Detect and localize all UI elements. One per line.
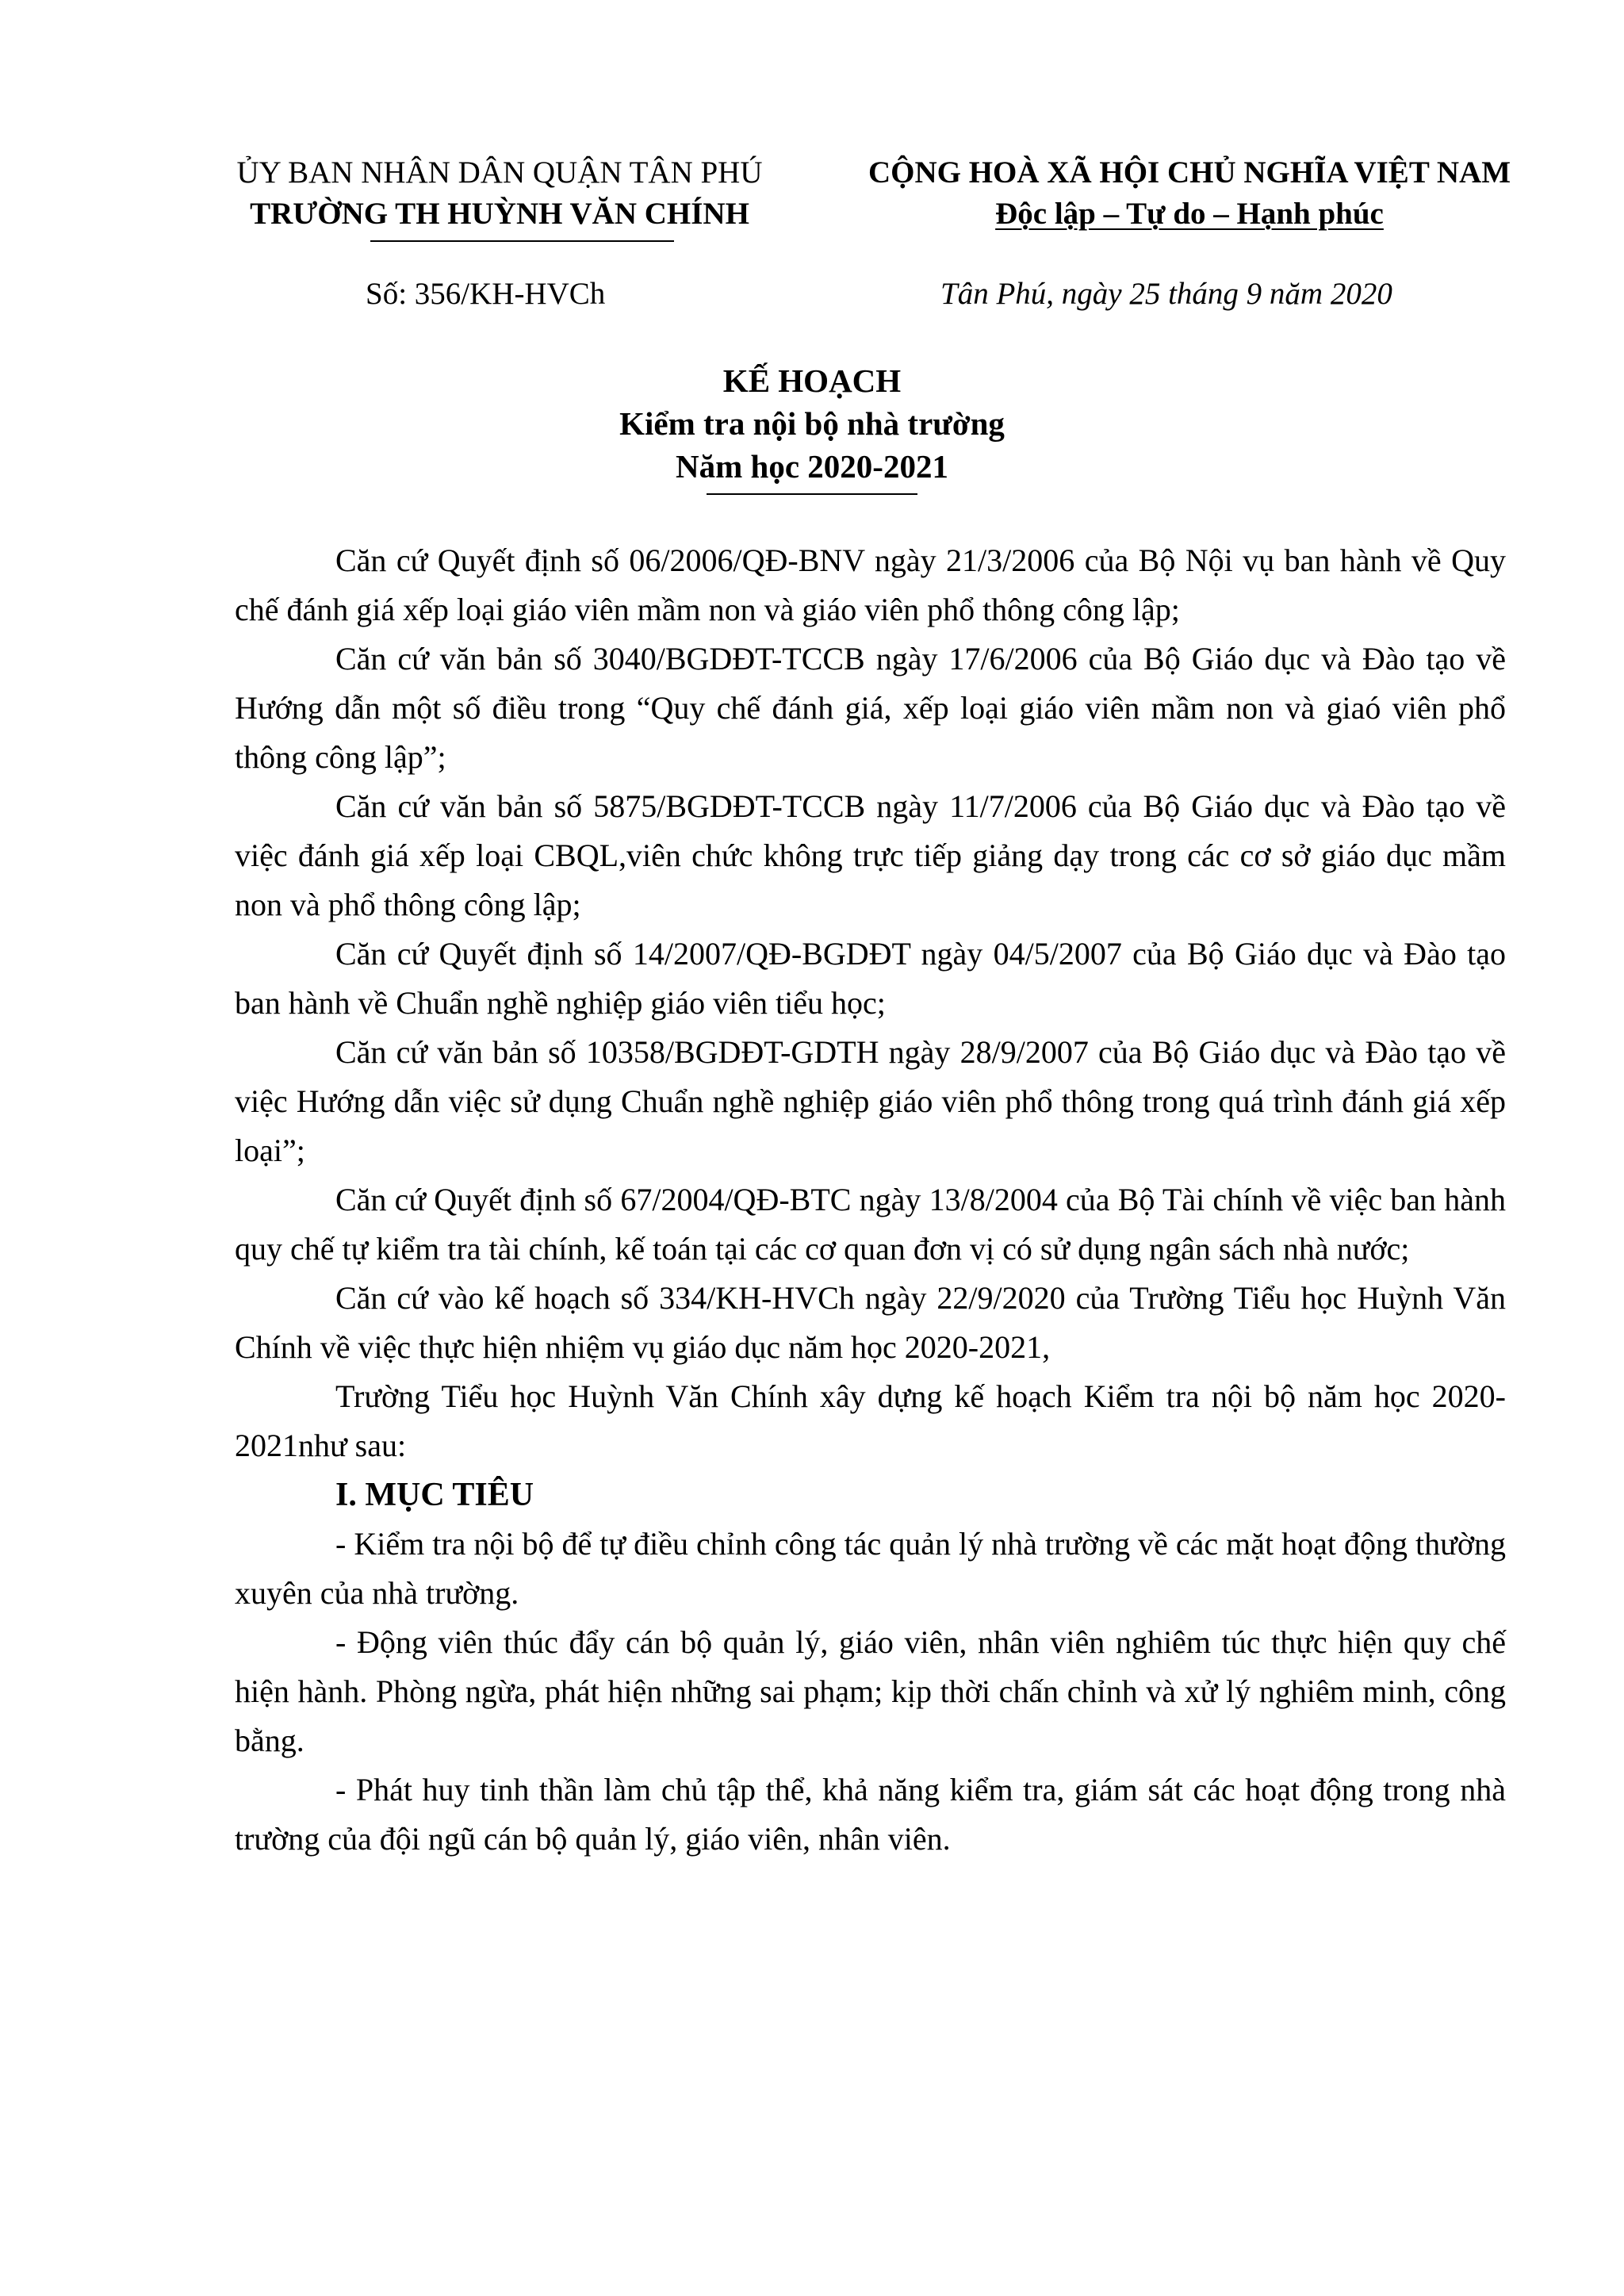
paragraph: Căn cứ văn bản số 10358/BGDĐT-GDTH ngày 28/9/2007 của Bộ Giáo dục và Đào tạo về việc Hướng dẫn việc sử dụng Chuẩn nghề nghiệp giáo viên phổ thông trong quá trình đánh giá xếp loại”;	[235, 1034, 1506, 1168]
title-line-2: Kiểm tra nội bộ nhà trường	[619, 405, 1005, 442]
objective-item: - Kiểm tra nội bộ để tự điều chỉnh công tác quản lý nhà trường về các mặt hoạt động thường xuyên của nhà trường.	[235, 1526, 1506, 1611]
authority-name: ỦY BAN NHÂN DÂN QUẬN TÂN PHÚ	[236, 155, 763, 190]
paragraph: Căn cứ Quyết định số 14/2007/QĐ-BGDĐT ngày 04/5/2007 của Bộ Giáo dục và Đào tạo ban hành về Chuẩn nghề nghiệp giáo viên tiểu học;	[235, 936, 1506, 1021]
paragraph: Trường Tiểu học Huỳnh Văn Chính xây dựng kế hoạch Kiểm tra nội bộ năm học 2020-2021như sau:	[235, 1378, 1506, 1463]
issuing-authority	[214, 152, 785, 235]
country-name: CỘNG HOÀ XÃ HỘI CHỦ NGHĨA VIỆT NAM	[868, 155, 1511, 190]
school-name: TRƯỜNG TH HUỲNH VĂN CHÍNH	[250, 197, 749, 231]
paragraph: Căn cứ vào kế hoạch số 334/KH-HVCh ngày 22/9/2020 của Trường Tiểu học Huỳnh Văn Chính về việc thực hiện nhiệm vụ giáo dục năm học 2020-2021,	[235, 1280, 1506, 1365]
title-line-1: KẾ HOẠCH	[722, 362, 902, 399]
motto-text: Độc lập – Tự do – Hạnh phúc	[995, 197, 1384, 231]
document-date: Tân Phú, ngày 25 tháng 9 năm 2020	[940, 277, 1392, 311]
paragraph: Căn cứ văn bản số 5875/BGDĐT-TCCB ngày 11/7/2006 của Bộ Giáo dục và Đào tạo về việc đánh giá xếp loại CBQL,viên chức không trực tiếp giảng dạy trong các cơ sở giáo dục mầm non và phổ thông công lập;	[235, 788, 1506, 922]
paragraph: Căn cứ Quyết định số 67/2004/QĐ-BTC ngày 13/8/2004 của Bộ Tài chính về việc ban hành quy chế tự kiểm tra tài chính, kế toán tại các cơ quan đơn vị có sử dụng ngân sách nhà nước;	[235, 1182, 1506, 1267]
paragraph: Căn cứ Quyết định số 06/2006/QĐ-BNV ngày 21/3/2006 của Bộ Nội vụ ban hành về Quy chế đánh giá xếp loại giáo viên mầm non và giáo viên phổ thông công lập;	[235, 542, 1506, 627]
objective-item: - Phát huy tinh thần làm chủ tập thể, khả năng kiểm tra, giám sát các hoạt động trong nhà trường của đội ngũ cán bộ quản lý, giáo viên, nhân viên.	[235, 1772, 1506, 1857]
paragraph: Căn cứ văn bản số 3040/BGDĐT-TCCB ngày 17/6/2006 của Bộ Giáo dục và Đào tạo về Hướng dẫn một số điều trong “Quy chế đánh giá, xếp loại giáo viên mầm non và giaó viên phổ thông công lập”;	[235, 641, 1506, 775]
document-title	[0, 359, 1624, 488]
objective-item: - Động viên thúc đẩy cán bộ quản lý, giáo viên, nhân viên nghiêm túc thực hiện quy chế hiện hành. Phòng ngừa, phát hiện những sai phạm; kịp thời chấn chỉnh và xử lý nghiêm minh, công bằng.	[235, 1624, 1506, 1758]
document-body	[235, 536, 1506, 1864]
national-motto	[852, 152, 1526, 235]
title-line-3: Năm học 2020-2021	[676, 448, 948, 485]
document-number: Số: 356/KH-HVCh	[366, 277, 606, 311]
section-heading: I. MỤC TIÊU	[335, 1477, 534, 1513]
header-left-divider	[370, 240, 674, 242]
title-divider	[707, 493, 917, 495]
